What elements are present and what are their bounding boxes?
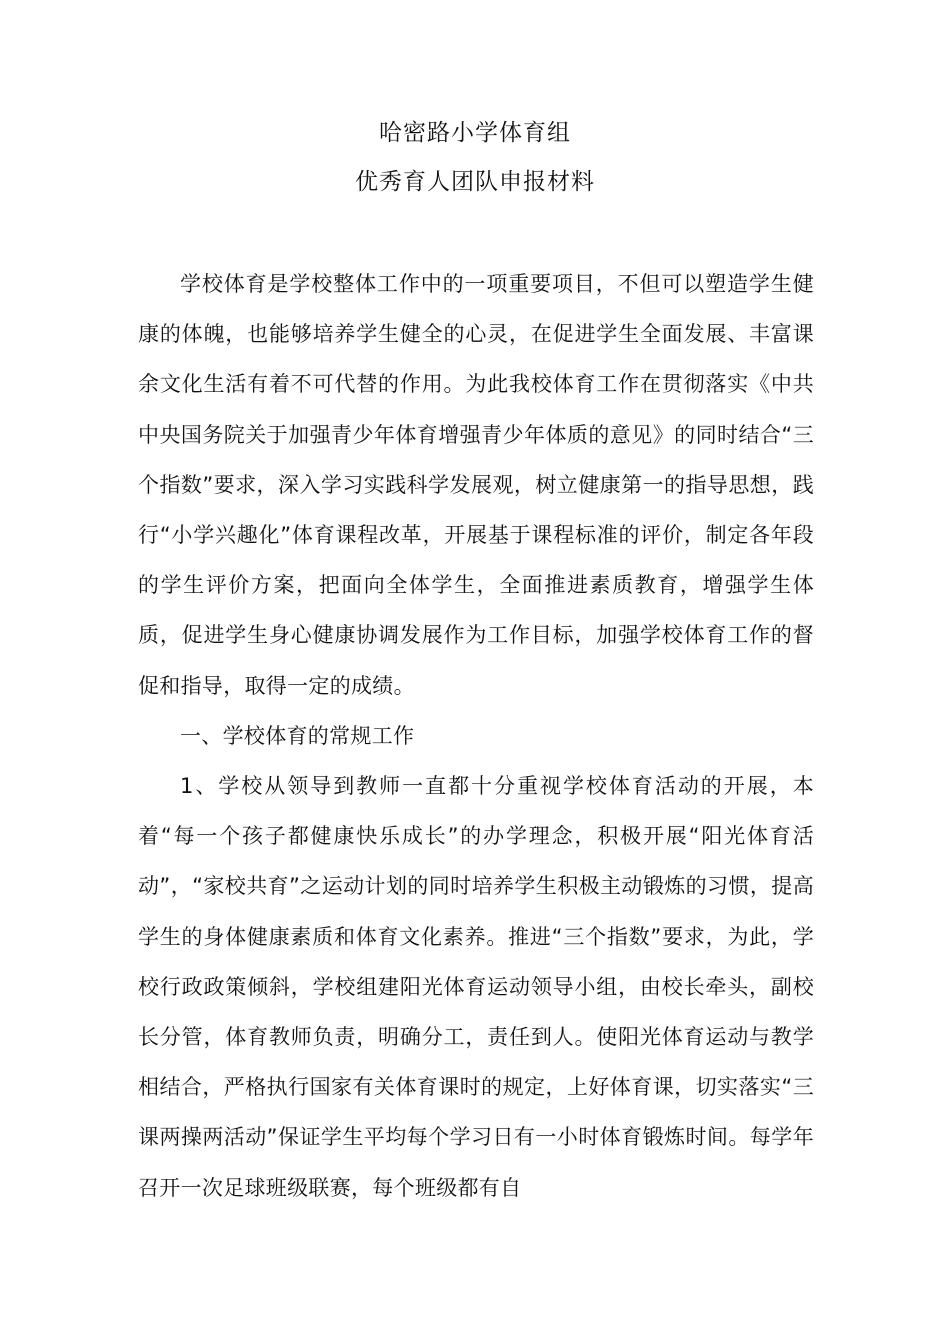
document-title: 哈密路小学体育组 bbox=[379, 120, 571, 146]
section-paragraph: 1、学校从领导到教师一直都十分重视学校体育活动的开展，本着“每一个孩子都健康快乐成长”的办学理念，积极开展“阳光体育活动”，“家校共育”之运动计划的同时培养学生积极主动锻炼的习惯，提高学生的身体健康素质和体育文化素养。推进“三个指数”要求，为此，学校行政政策倾斜，学校组建阳光体育运动领导小组，由校长牵头，副校长分管，体育教师负责，明确分工，责任到人。使阳光体育运动与教学相结合，严格执行国家有关体育课时的规定，上好体育课，切实落实“三课两操两活动”保证学生平均每个学习日有一小时体育锻炼时间。每学年召开一次足球班级联赛，每个班级都有自 bbox=[138, 774, 814, 1200]
section-heading: 一、学校体育的常规工作 bbox=[180, 723, 415, 748]
document-body bbox=[138, 259, 814, 1213]
document-subtitle: 优秀育人团队申报材料 bbox=[355, 169, 595, 195]
intro-paragraph: 学校体育是学校整体工作中的一项重要项目，不但可以塑造学生健康的体魄，也能够培养学生健全的心灵，在促进学生全面发展、丰富课余文化生活有着不可代替的作用。为此我校体育工作在贯彻落实《中共中央国务院关于加强青少年体育增强青少年体质的意见》的同时结合“三个指数”要求，深入学习实践科学发展观，树立健康第一的指导思想，践行“小学兴趣化”体育课程改革，开展基于课程标准的评价，制定各年段的学生评价方案，把面向全体学生，全面推进素质教育，增强学生体质，促进学生身心健康协调发展作为工作目标，加强学校体育工作的督促和指导，取得一定的成绩。 bbox=[138, 272, 814, 698]
